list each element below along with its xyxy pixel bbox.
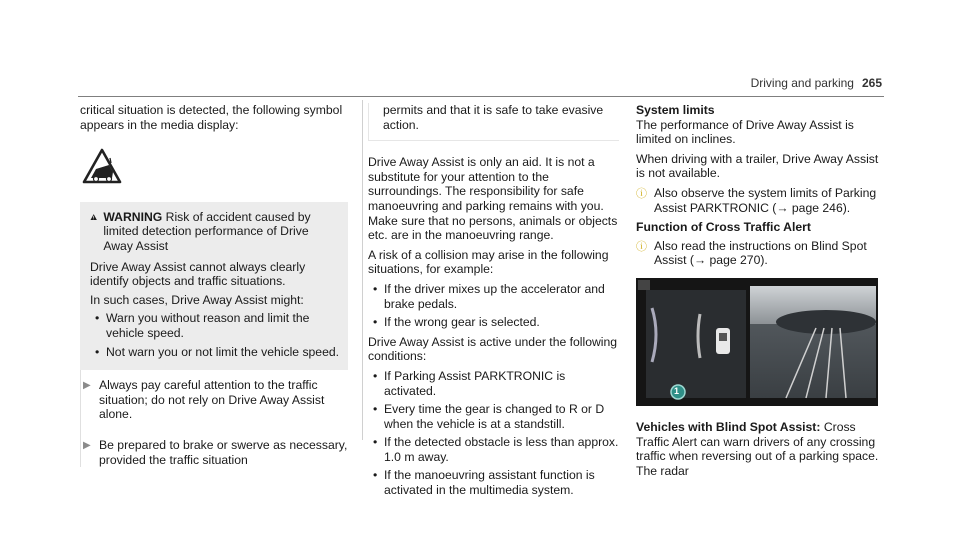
action-step <box>80 430 348 467</box>
list-item: • Warn you without reason and limit the vehicle speed. <box>90 311 340 340</box>
warning-continuation <box>368 103 619 141</box>
intro-text: critical situation is detected, the following symbol appears in the media display: <box>80 103 343 132</box>
column-1 <box>80 103 348 467</box>
paragraph: The performance of Drive Away Assist is limited on inclines. <box>636 117 854 147</box>
warning-bullets <box>90 311 340 359</box>
list-item: • If the driver mixes up the accelerator and brake pedals. <box>368 282 620 311</box>
page-number: 265 <box>861 76 882 90</box>
warning-box <box>80 202 348 370</box>
list-item: • Not warn you or not limit the vehicle speed. <box>90 345 340 360</box>
action-arrow-icon: ▶ <box>83 439 91 451</box>
column-divider <box>362 100 363 440</box>
note <box>636 239 884 268</box>
warning-text: Drive Away Assist cannot always clearly identify objects and traffic situations. <box>90 259 306 289</box>
paragraph: Cross Traffic Alert can warn drivers of any crossing traffic when reversing out of a parking space. The radar <box>636 419 879 478</box>
column-3 <box>636 103 884 483</box>
bullet-list <box>368 282 620 330</box>
action-text: Be prepared to brake or swerve as necessary, provided the traffic situation <box>99 437 348 467</box>
action-step <box>80 370 348 430</box>
warning-triangle-icon <box>90 210 97 224</box>
bullet-list <box>368 369 620 498</box>
callout-number: 1 <box>674 385 680 396</box>
action-text: Always pay careful attention to the traffic situation; do not rely on Drive Away Assist alone. <box>99 378 325 422</box>
paragraph: Drive Away Assist is active under the following conditions: <box>368 334 618 364</box>
note-text: Also read the instructions on Blind Spot Assist (→ page 270). <box>654 238 867 268</box>
drive-away-assist-symbol <box>82 148 348 188</box>
list-item: • If Parking Assist PARKTRONIC is activated. <box>368 369 620 398</box>
paragraph: When driving with a trailer, Drive Away Assist is not available. <box>636 151 879 181</box>
continuation-text: permits and that it is safe to take evasive action. <box>383 103 604 132</box>
list-item: • If the detected obstacle is less than approx. 1.0 m away. <box>368 435 620 464</box>
header-rule <box>78 96 884 97</box>
paragraph: A risk of a collision may arise in the following situations, for example: <box>368 247 609 277</box>
note <box>636 186 884 215</box>
list-item: • Every time the gear is changed to R or D when the vehicle is at a standstill. <box>368 402 620 431</box>
action-arrow-icon: ▶ <box>83 380 91 392</box>
column-2 <box>368 103 620 503</box>
warning-title: Risk of accident caused by limited detection performance of Drive Away Assist <box>103 209 311 253</box>
info-icon: ⓘ <box>636 187 647 200</box>
section-heading: System limits <box>636 103 715 117</box>
warning-label: WARNING <box>103 209 163 224</box>
page-header <box>751 76 882 91</box>
section-title: Driving and parking <box>750 76 854 90</box>
list-item: • If the wrong gear is selected. <box>368 315 620 330</box>
camera-display-image <box>636 278 878 406</box>
section-heading: Vehicles with Blind Spot Assist: <box>636 419 821 434</box>
list-item: • If the manoeuvring assistant function is activated in the multimedia system. <box>368 468 620 497</box>
paragraph: Drive Away Assist is only an aid. It is not a substitute for your attention to the surroundings. The responsibility for safe manoeuvring and parking remains with you. Make sure that no persons, animals or objects etc. are in the manoeuvring range. <box>368 155 618 243</box>
warning-cases: In such cases, Drive Away Assist might: <box>90 292 304 307</box>
section-heading: Function of Cross Traffic Alert <box>636 220 811 235</box>
info-icon: ⓘ <box>636 240 647 253</box>
note-text: Also observe the system limits of Parking Assist PARKTRONIC (→ page 246). <box>654 185 877 215</box>
